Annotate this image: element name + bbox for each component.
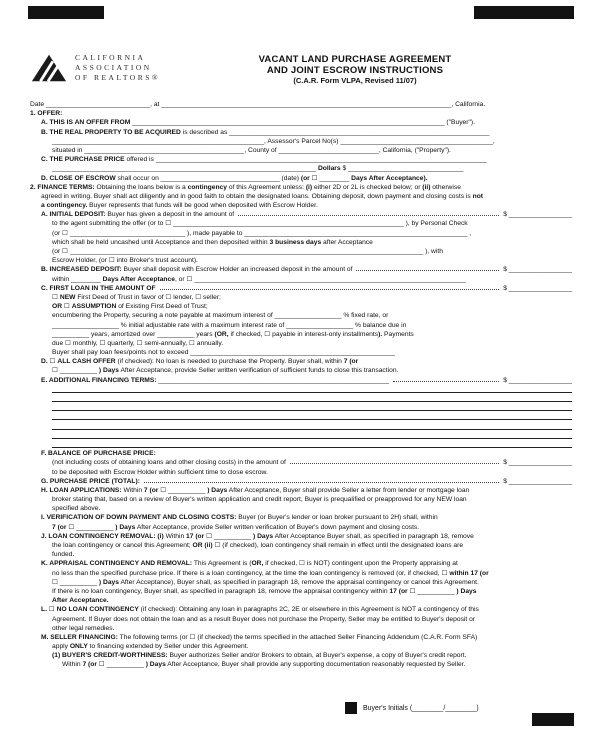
blank-rule bbox=[30, 403, 572, 412]
form-line: H. LOAN APPLICATIONS: Within 7 (or ☐ __________ ) Days After Acceptance, Buyer shall provide Seller a letter from lender or mortgage loan bbox=[41, 486, 470, 494]
form-line: After Acceptance. bbox=[52, 597, 109, 605]
form-line: F. BALANCE OF PURCHASE PRICE: bbox=[41, 450, 156, 458]
form-line: D. ☐ ALL CASH OFFER (if checked): No loan is needed to purchase the Property. Buyer shall, within 7 (or bbox=[41, 358, 359, 366]
car-logo-text bbox=[75, 53, 160, 83]
form-title-line-2: AND JOINT ESCROW INSTRUCTIONS bbox=[266, 65, 444, 76]
amount-blank: $ _________________ bbox=[503, 459, 572, 467]
form-line: ☐ NEW First Deed of Trust in favor of ☐ lender, ☐ seller; bbox=[52, 293, 221, 301]
form-line: K. APPRAISAL CONTINGENCY AND REMOVAL: This Agreement is (OR, if checked, ☐ is NOT) contingent upon the Property appraising at bbox=[41, 560, 458, 568]
form-line: ☐ __________ ) Days After Acceptance), Buyer shall, as specified in paragraph 18, remove the appraisal contingency or cancel this Agreement. bbox=[52, 578, 479, 586]
form-line: OR ☐ ASSUMPTION of Existing First Deed of Trust; bbox=[52, 303, 208, 311]
amount-blank: $ _________________ bbox=[503, 266, 572, 274]
form-line: _________________________________________________________, Assessor's Parcel No(s) _________________________________________, bbox=[52, 137, 495, 145]
document-header bbox=[30, 52, 570, 96]
form-line: to the agent submitting the offer (or to ☐ ______________________________________________________________ ), by Personal Check bbox=[52, 220, 468, 228]
form-line: Agreement. If Buyer does not obtain the loan and as a result Buyer does not purchase the Property, Seller may be entitled to Buyer's deposit or bbox=[52, 615, 476, 623]
form-line: which shall be held uncashed until Acceptance and then deposited within 3 business days after Acceptance bbox=[52, 238, 373, 246]
form-line: agreed in writing. Buyer shall act diligently and in good faith to obtain the designated loans. Obtaining deposit, down payment and closing costs is not bbox=[41, 192, 484, 200]
form-line: D. CLOSE OF ESCROW shall occur on ________________________________ (date) (or ☐ ________ Days After Acceptance). bbox=[41, 174, 428, 182]
form-line: L. ☐ NO LOAN CONTINGENCY (if checked): Obtaining any loan in paragraphs 2C, 2E or elsewhere in this Agreement is NOT a contingency of this bbox=[41, 606, 479, 614]
blank-line bbox=[52, 422, 572, 430]
form-line bbox=[30, 284, 572, 293]
car-logo bbox=[30, 52, 160, 84]
form-line: the loan contingency or cancel this Agreement; OR (ii) ☐ (if checked), loan contingency shall remain in effect until the designated loans are bbox=[52, 542, 464, 549]
blank-line bbox=[52, 431, 572, 439]
form-line bbox=[30, 265, 572, 274]
form-line: a contingency. Buyer represents that funds will be good when deposited with Escrow Holder. bbox=[41, 202, 318, 210]
form-line: to be deposited with Escrow Holder within sufficient time to close escrow. bbox=[52, 468, 268, 476]
form-line: due ☐ monthly, ☐ quarterly, ☐ semi-annually, ☐ annually. bbox=[52, 339, 224, 347]
form-line-text: E. ADDITIONAL FINANCING TERMS: ______________________________________________________________ bbox=[41, 376, 389, 384]
form-line: (1) BUYER'S CREDIT-WORTHINESS: Buyer authorizes Seller and/or Brokers to obtain, at Buyer's expense, a copy of Buyer's credit report. bbox=[52, 652, 467, 660]
blank-rule bbox=[30, 431, 572, 440]
form-line: (or ☐ _______________________________________________________________________________________________ ), with bbox=[52, 248, 443, 255]
form-line: ☐ __________ ) Days After Acceptance, provide Seller written verification of sufficient funds to close this transaction. bbox=[52, 367, 399, 375]
blank-line bbox=[52, 412, 572, 420]
form-line: C. THE PURCHASE PRICE offered is _________________________________________________________________________________________ bbox=[41, 156, 487, 164]
blank-rule bbox=[30, 412, 572, 421]
form-line bbox=[30, 210, 572, 219]
amount-blank: $ _________________ bbox=[503, 211, 572, 219]
form-line: __________________ % initial adjustable rate with a maximum interest rate of __________________ % balance due in bbox=[52, 321, 407, 329]
form-line: Buyer shall pay loan fees/points not to exceed _______________________________________________________ bbox=[52, 349, 395, 357]
form-line: Escrow Holder, (or ☐ into Broker's trust account). bbox=[52, 257, 198, 265]
form-title bbox=[180, 54, 530, 86]
form-line: funded. bbox=[52, 551, 75, 559]
document-lines bbox=[30, 100, 572, 670]
form-line: _______________________________________________________________________ Dollars $ _______________________________ bbox=[52, 165, 464, 173]
amount-blank: $ _________________ bbox=[503, 477, 572, 485]
form-line: 7 (or ☐ __________ ) Days After Acceptance, provide Seller written verification of Buyer's down payment and closing costs. bbox=[52, 523, 420, 531]
form-line-text: (not including costs of obtaining loans and other closing costs) in the amount of bbox=[52, 459, 286, 467]
form-line: other legal remedies. bbox=[52, 624, 115, 632]
blank-rule bbox=[30, 385, 572, 394]
blank-line bbox=[52, 440, 572, 448]
form-line: no less than the specified purchase price. If there is a loan contingency, at the time the loan contingency is removed (or, if checked, ☐ within 17 (or bbox=[52, 569, 489, 577]
form-title-line-3: (C.A.R. Form VLPA, Revised 11/07) bbox=[293, 76, 417, 85]
form-line: J. LOAN CONTINGENCY REMOVAL: (i) Within 17 (or ☐ __________ ) Days After Acceptance Buyer shall, as specified in paragraph 18, remove bbox=[41, 532, 474, 540]
form-line: __________ years, amortized over __________ years (OR, if checked, ☐ payable in interest-only installments). Payments bbox=[52, 330, 414, 338]
dot-leader bbox=[144, 477, 499, 483]
form-line: Date ____________________________, at ______________________________________________________________________________, California. bbox=[30, 101, 486, 108]
amount-blank: $ _________________ bbox=[503, 376, 572, 384]
equal-housing-icon bbox=[345, 702, 357, 714]
form-line: Within 7 (or ☐ __________ ) Days After Acceptance, Buyer shall provide any supporting documentation reasonably requested by Seller. bbox=[62, 661, 466, 669]
form-line: M. SELLER FINANCING: The following terms (or ☐ (if checked) the terms specified in the attached Seller Financing Addendum (C.A.R. Form SFA) bbox=[41, 633, 478, 641]
form-line: 1. OFFER: bbox=[30, 110, 63, 118]
logo-line-1: CALIFORNIA bbox=[75, 53, 146, 62]
form-line: 2. FINANCE TERMS: Obtaining the loans below is a contingency of this Agreement unless: (i) either 2D or 2L is checked below; or (ii) otherwise bbox=[30, 183, 461, 191]
page-footer bbox=[345, 702, 479, 714]
blank-line bbox=[52, 403, 572, 411]
form-line-text: B. INCREASED DEPOSIT: Buyer shall deposit with Escrow Holder an increased deposit in the amount of bbox=[41, 266, 353, 274]
form-title-line-1: VACANT LAND PURCHASE AGREEMENT bbox=[258, 54, 452, 65]
form-line: B. THE REAL PROPERTY TO BE ACQUIRED is described as ______________________________________________________________________ bbox=[41, 128, 490, 136]
registration-mark-top-right bbox=[474, 6, 574, 19]
blank-rule bbox=[30, 394, 572, 403]
form-line bbox=[30, 477, 572, 486]
form-line: specified above. bbox=[52, 505, 101, 513]
form-line: If there is no loan contingency, Buyer shall, as specified in paragraph 18, remove the appraisal contingency within 17 (or ☐ __________ ) Days bbox=[52, 587, 477, 595]
logo-line-3: OF REALTORS® bbox=[75, 73, 161, 82]
dot-leader bbox=[160, 284, 500, 290]
blank-rule bbox=[30, 440, 572, 449]
logo-line-2: ASSOCIATION bbox=[75, 63, 152, 72]
dot-leader bbox=[356, 265, 499, 271]
dot-leader bbox=[290, 458, 499, 464]
buyers-initials-label: Buyer's Initials (________/________) bbox=[363, 704, 479, 712]
form-line-text: C. FIRST LOAN IN THE AMOUNT OF bbox=[41, 284, 156, 292]
form-line bbox=[30, 376, 572, 385]
car-logo-icon bbox=[30, 52, 68, 84]
form-line: broker stating that, based on a review of Buyer's written application and credit report, Buyer is prequalified or preapproved for any NEW loan bbox=[52, 496, 467, 504]
amount-blank: $ _________________ bbox=[503, 284, 572, 292]
registration-mark-top-left bbox=[28, 6, 104, 19]
registration-mark-bottom-right bbox=[532, 713, 574, 726]
blank-line bbox=[52, 394, 572, 402]
blank-rule bbox=[30, 422, 572, 431]
form-line: A. THIS IS AN OFFER FROM ____________________________________________________________________________________ ("Buyer"). bbox=[41, 119, 475, 127]
dot-leader bbox=[238, 210, 499, 216]
form-line: situated in ___________________________________________, County of ___________________________, California, ("Property"). bbox=[52, 146, 451, 154]
form-line: encumbering the Property, securing a note payable at maximum interest of __________________ % fixed rate, or bbox=[52, 312, 389, 320]
form-line-text: G. PURCHASE PRICE (TOTAL): bbox=[41, 477, 140, 485]
blank-line bbox=[52, 385, 572, 393]
dot-leader bbox=[393, 376, 499, 382]
form-line: within ________ Days After Acceptance, or ☐ _________________________________________________________________________ bbox=[52, 275, 466, 283]
form-line-text: A. INITIAL DEPOSIT: Buyer has given a deposit in the amount of bbox=[41, 211, 235, 219]
form-line: I. VERIFICATION OF DOWN PAYMENT AND CLOSING COSTS: Buyer (or Buyer's lender or loan broker pursuant to 2H) shall, within bbox=[41, 514, 438, 522]
form-line: apply ONLY to financing extended by Seller under this Agreement. bbox=[52, 643, 249, 651]
form-line: (or ☐ _______________________________ ), made payable to ____________________________________________________________ , bbox=[52, 229, 472, 237]
form-line bbox=[30, 458, 572, 467]
